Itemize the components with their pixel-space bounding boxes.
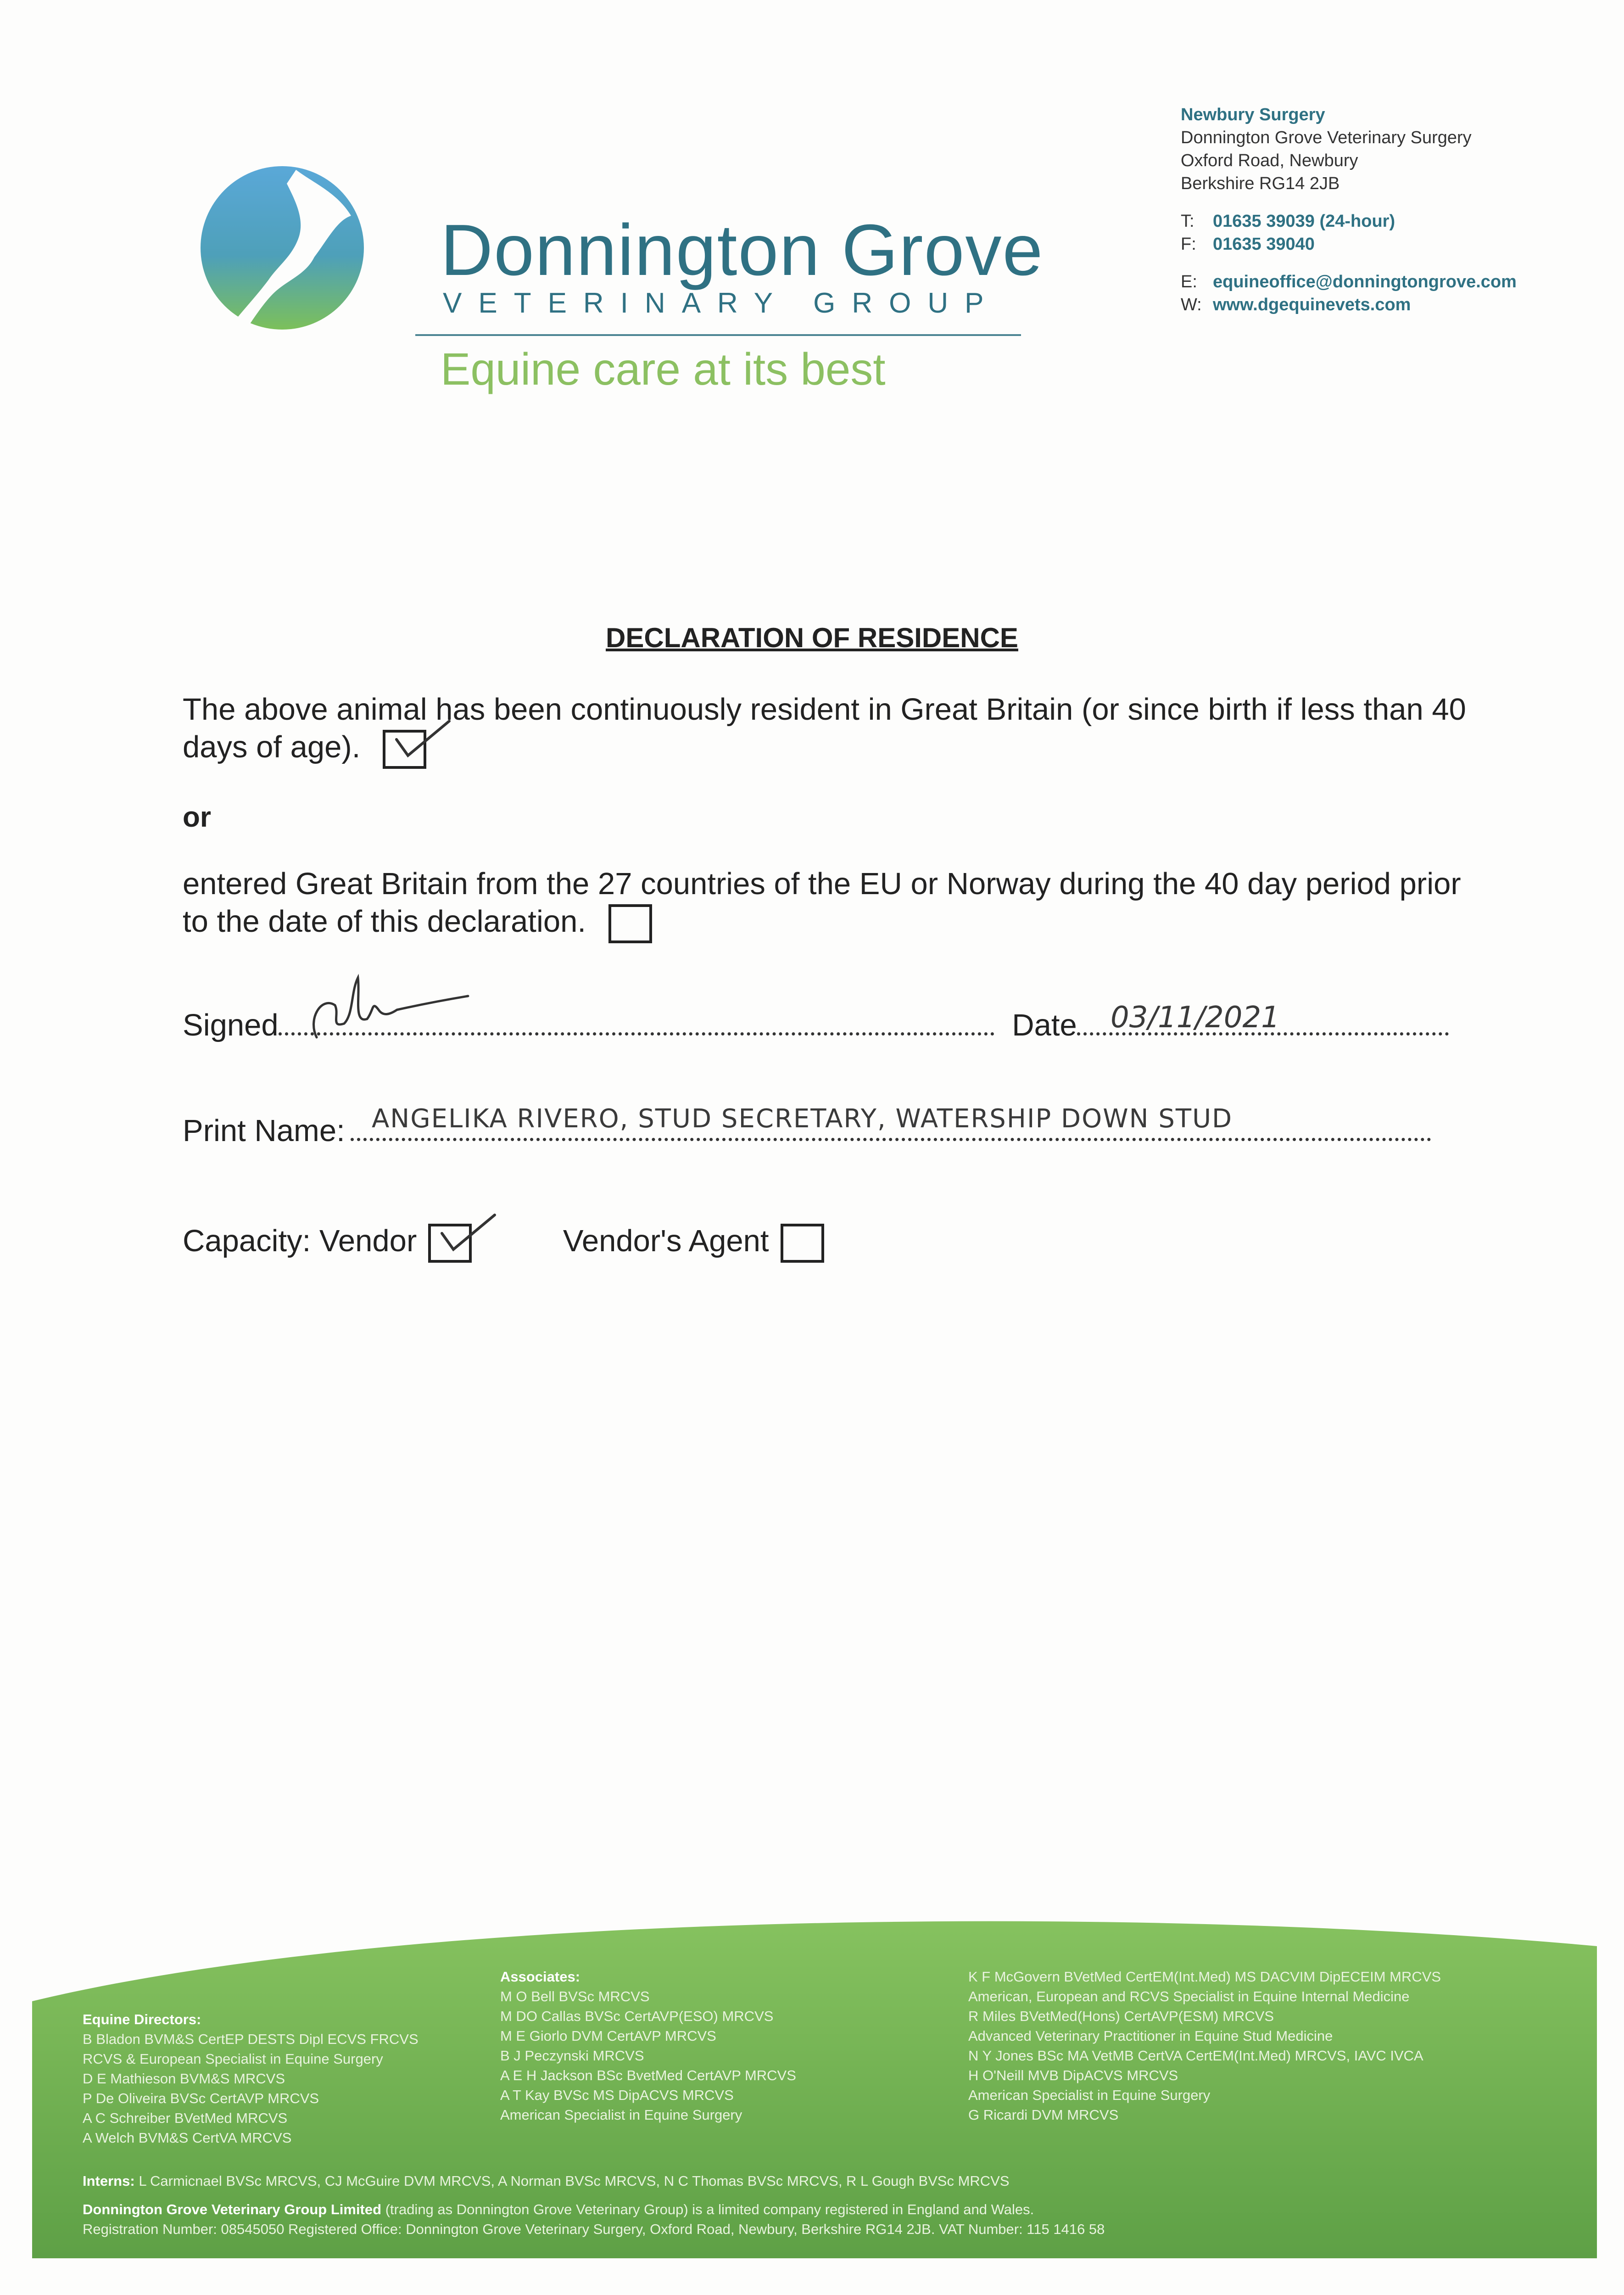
print-name-label: Print Name: [183, 1114, 345, 1148]
director-line: A C Schreiber BVetMed MRCVS [83, 2110, 288, 2126]
email-link[interactable]: equineoffice@donningtongrove.com [1213, 272, 1517, 291]
capacity-row [183, 1223, 1449, 1263]
company-name: Donnington Grove Veterinary Group Limited [83, 2201, 382, 2217]
capacity-label: Capacity: Vendor [183, 1224, 417, 1258]
registration-text: Registration Number: 08545050 Registered Office: Donnington Grove Veterinary Surgery, Oxford Road, Newbury, Berkshire RG14 2JB. VAT Number: 115 1416 58 [83, 2221, 1105, 2237]
fax-row [1181, 233, 1612, 256]
vendors-agent-checkbox[interactable] [781, 1224, 824, 1263]
company-text: (trading as Donnington Grove Veterinary Group) is a limited company registered in England and Wales. [385, 2201, 1034, 2217]
signed-label: Signed [183, 1008, 279, 1042]
email-label: E: [1181, 272, 1197, 291]
associate-line: M DO Callas BVSc CertAVP(ESO) MRCVS [500, 2008, 774, 2024]
print-name-value: ANGELIKA RIVERO, STUD SECRETARY, WATERSHIP DOWN STUD [372, 1104, 1233, 1134]
fax-label: F: [1181, 235, 1196, 254]
residence-statement-text: The above animal has been continuously resident in Great Britain (or since birth if less than 40 days of age). [183, 692, 1466, 764]
associate-line: Advanced Veterinary Practitioner in Equine Stud Medicine [968, 2028, 1333, 2044]
associate-line: H O'Neill MVB DipACVS MRCVS [968, 2067, 1178, 2083]
check-mark-icon [387, 719, 452, 769]
address-line: Berkshire RG14 2JB [1181, 174, 1340, 193]
surgery-name: Newbury Surgery [1181, 105, 1325, 124]
phone-number[interactable]: 01635 39039 (24-hour) [1213, 212, 1395, 231]
date-label: Date [1012, 1008, 1077, 1042]
associate-line: A E H Jackson BSc BvetMed CertAVP MRCVS [500, 2067, 796, 2083]
email-row [1181, 270, 1612, 293]
residence-statement [183, 691, 1477, 769]
associate-line: B J Peczynski MRCVS [500, 2048, 644, 2064]
web-label: W: [1181, 295, 1202, 314]
address-line: Oxford Road, Newbury [1181, 151, 1358, 170]
associate-line: K F McGovern BVetMed CertEM(Int.Med) MS DACVIM DipECEIM MRCVS [968, 1969, 1441, 1985]
footer-band [0, 1891, 1624, 2295]
web-link[interactable]: www.dgequinevets.com [1213, 295, 1411, 314]
brand-divider [415, 334, 1021, 336]
associates-heading: Associates: [500, 1969, 580, 1985]
director-line: P De Oliveira BVSc CertAVP MRCVS [83, 2090, 319, 2106]
handwritten-signature [303, 968, 477, 1047]
associate-line: American Specialist in Equine Surgery [968, 2087, 1211, 2103]
interns-label: Interns: [83, 2173, 135, 2189]
date-value: 03/11/2021 [1111, 1001, 1280, 1035]
director-line: D E Mathieson BVM&S MRCVS [83, 2071, 285, 2087]
check-mark-icon [433, 1213, 497, 1263]
fax-number: 01635 39040 [1213, 235, 1315, 254]
entry-checkbox[interactable] [608, 904, 652, 943]
web-row [1181, 293, 1612, 316]
tagline: Equine care at its best [441, 344, 886, 394]
print-name-line[interactable] [351, 1137, 1431, 1141]
associate-line: M O Bell BVSc MRCVS [500, 1988, 650, 2004]
residence-checkbox[interactable] [383, 730, 426, 769]
associates-block [500, 1967, 796, 2125]
associate-line: M E Giorlo DVM CertAVP MRCVS [500, 2028, 716, 2044]
associate-line: N Y Jones BSc MA VetMB CertVA CertEM(Int.Med) MRCVS, IAVC IVCA [968, 2048, 1423, 2064]
vendors-agent-label: Vendor's Agent [563, 1224, 769, 1258]
associate-line: American Specialist in Equine Surgery [500, 2107, 742, 2123]
vendor-checkbox[interactable] [428, 1224, 472, 1263]
brand-subtitle: VETERINARY GROUP [443, 287, 1000, 319]
associate-line: A T Kay BVSc MS DipACVS MRCVS [500, 2087, 734, 2103]
phone-label: T: [1181, 212, 1194, 231]
phone-row [1181, 210, 1612, 233]
brand-name: Donnington Grove [441, 210, 1044, 291]
associate-line: American, European and RCVS Specialist in Equine Internal Medicine [968, 1988, 1410, 2004]
interns-line [83, 2171, 1010, 2191]
or-separator: or [183, 801, 211, 833]
associates-block-2 [968, 1967, 1441, 2125]
director-line: A Welch BVM&S CertVA MRCVS [83, 2130, 292, 2146]
associate-line: G Ricardi DVM MRCVS [968, 2107, 1119, 2123]
director-line: B Bladon BVM&S CertEP DESTS Dipl ECVS FRCVS [83, 2031, 419, 2047]
directors-heading: Equine Directors: [83, 2011, 201, 2027]
company-info [83, 2200, 1105, 2239]
entry-statement-text: entered Great Britain from the 27 countries of the EU or Norway during the 40 day period prior to the date of this declaration. [183, 867, 1461, 939]
declaration-title: DECLARATION OF RESIDENCE [606, 622, 1018, 653]
contact-block [1181, 103, 1612, 316]
interns-text: L Carmicnael BVSc MRCVS, CJ McGuire DVM MRCVS, A Norman BVSc MRCVS, N C Thomas BVSc MRCVS, R L Gough BVSc MRCVS [139, 2173, 1010, 2189]
directors-block [83, 2010, 419, 2148]
director-line: RCVS & European Specialist in Equine Surgery [83, 2051, 383, 2067]
logo-emblem [200, 165, 365, 330]
entry-statement [183, 865, 1477, 943]
associate-line: R Miles BVetMed(Hons) CertAVP(ESM) MRCVS [968, 2008, 1274, 2024]
address-line: Donnington Grove Veterinary Surgery [1181, 128, 1472, 147]
